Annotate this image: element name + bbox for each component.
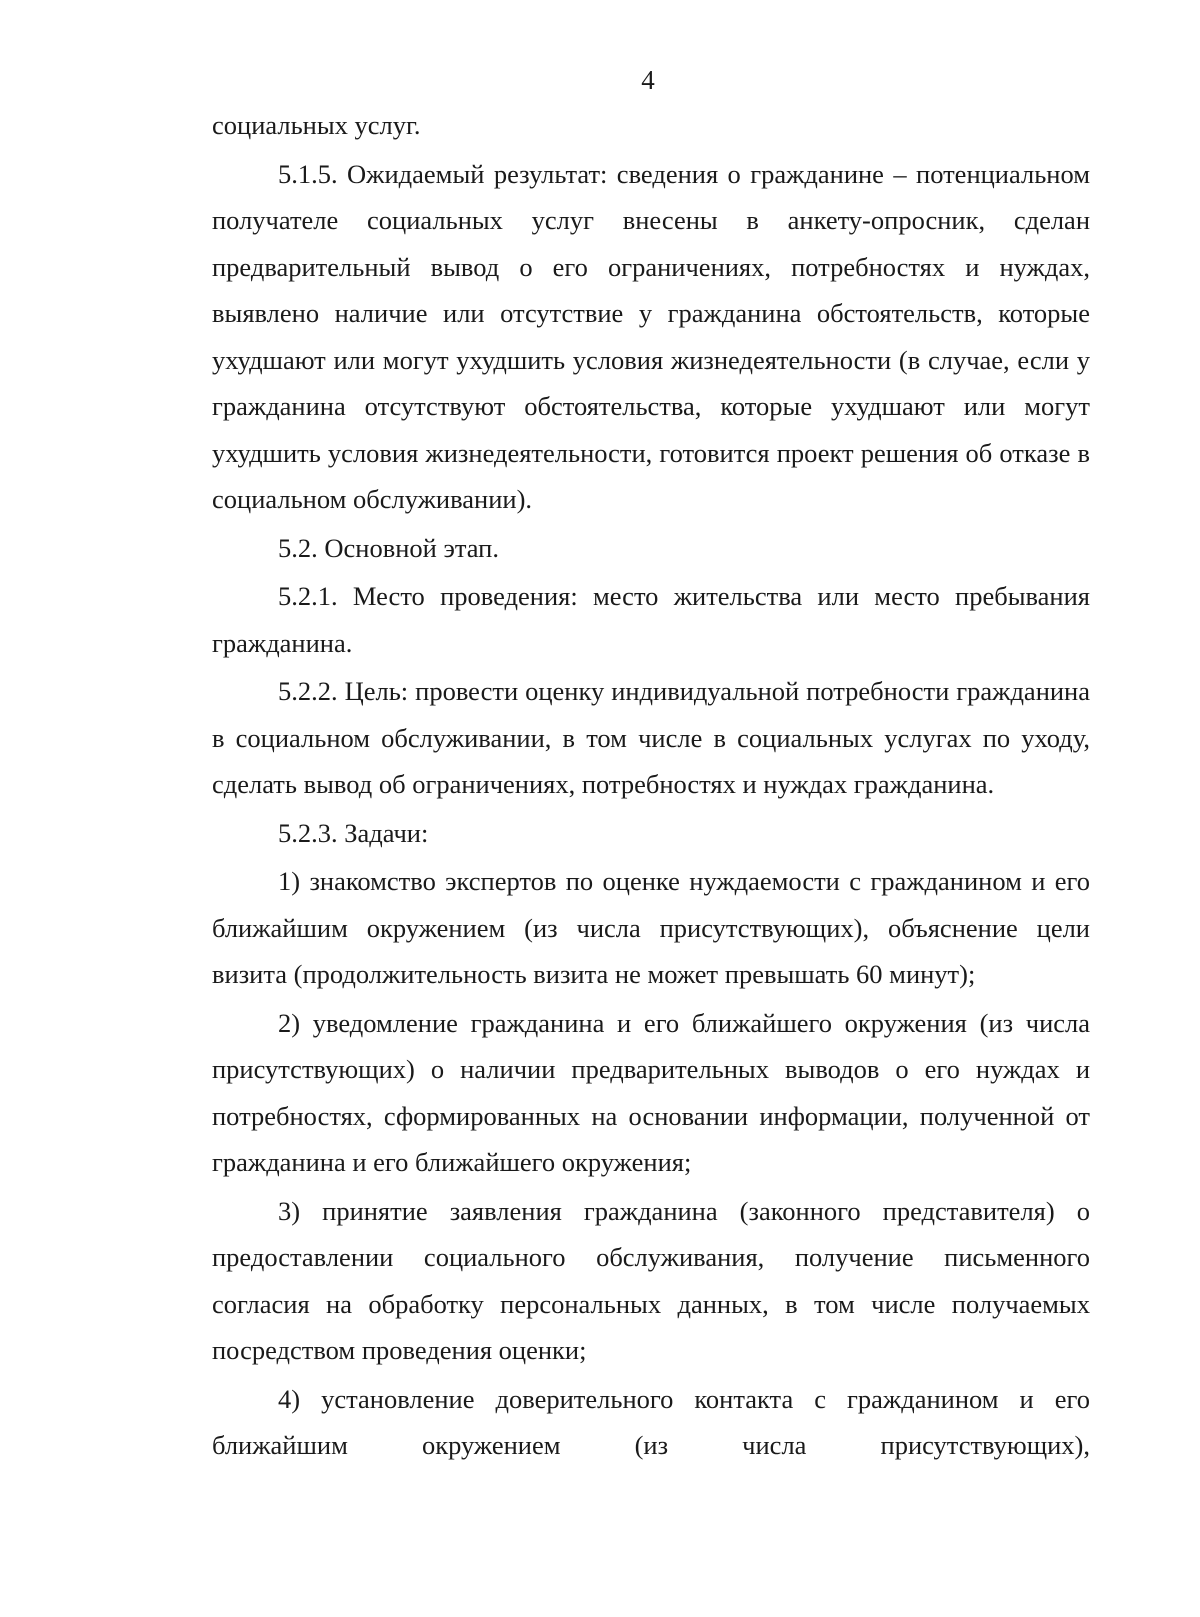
paragraph-5-2: 5.2. Основной этап. bbox=[278, 532, 499, 563]
paragraph-5-2-1: 5.2.1. Место проведения: место жительства или место пребывания гражданина. bbox=[212, 581, 1090, 658]
paragraph-5-1-5: 5.1.5. Ожидаемый результат: сведения о гражданине – потенциальном получателе социальных услуг внесены в анкету-опросник, сделан предварительный вывод о его ограничениях, потребностях и нуждах, выявлено наличие или отсутствие у гражданина обстоятельств, которые ухудшают или могут ухудшить условия жизнедеятельности (в случае, если у гражданина отсутствуют обстоятельства, которые ухудшают или могут ухудшить условия жизнедеятельности, готовится проект решения об отказе в социальном обслуживании). bbox=[212, 158, 1090, 514]
paragraph-5-2-2: 5.2.2. Цель: провести оценку индивидуальной потребности гражданина в социальном обслуживании, в том числе в социальных услугах по уходу, сделать вывод об ограничениях, потребностях и нуждах гражданина. bbox=[212, 676, 1090, 799]
list-item-2: 2) уведомление гражданина и его ближайшего окружения (из числа присутствующих) о наличии предварительных выводов о его нуждах и потребностях, сформированных на основании информации, полученной от гражданина и его ближайшего окружения; bbox=[212, 1007, 1090, 1177]
page-number: 4 bbox=[641, 65, 655, 95]
list-item-4: 4) установление доверительного контакта с гражданином и его ближайшим окружением (из числа присутствующих), bbox=[212, 1383, 1090, 1460]
paragraph-continuation: социальных услуг. bbox=[212, 110, 421, 140]
list-item-3: 3) принятие заявления гражданина (законного представителя) о предоставлении социального обслуживания, получение письменного согласия на обработку персональных данных, в том числе получаемых посредством проведения оценки; bbox=[212, 1195, 1090, 1365]
paragraph-5-2-3: 5.2.3. Задачи: bbox=[278, 817, 429, 848]
document-body bbox=[212, 102, 1090, 1469]
list-item-1: 1) знакомство экспертов по оценке нуждаемости с гражданином и его ближайшим окружением (из числа присутствующих), объяснение цели визита (продолжительность визита не может превышать 60 минут); bbox=[212, 866, 1090, 989]
